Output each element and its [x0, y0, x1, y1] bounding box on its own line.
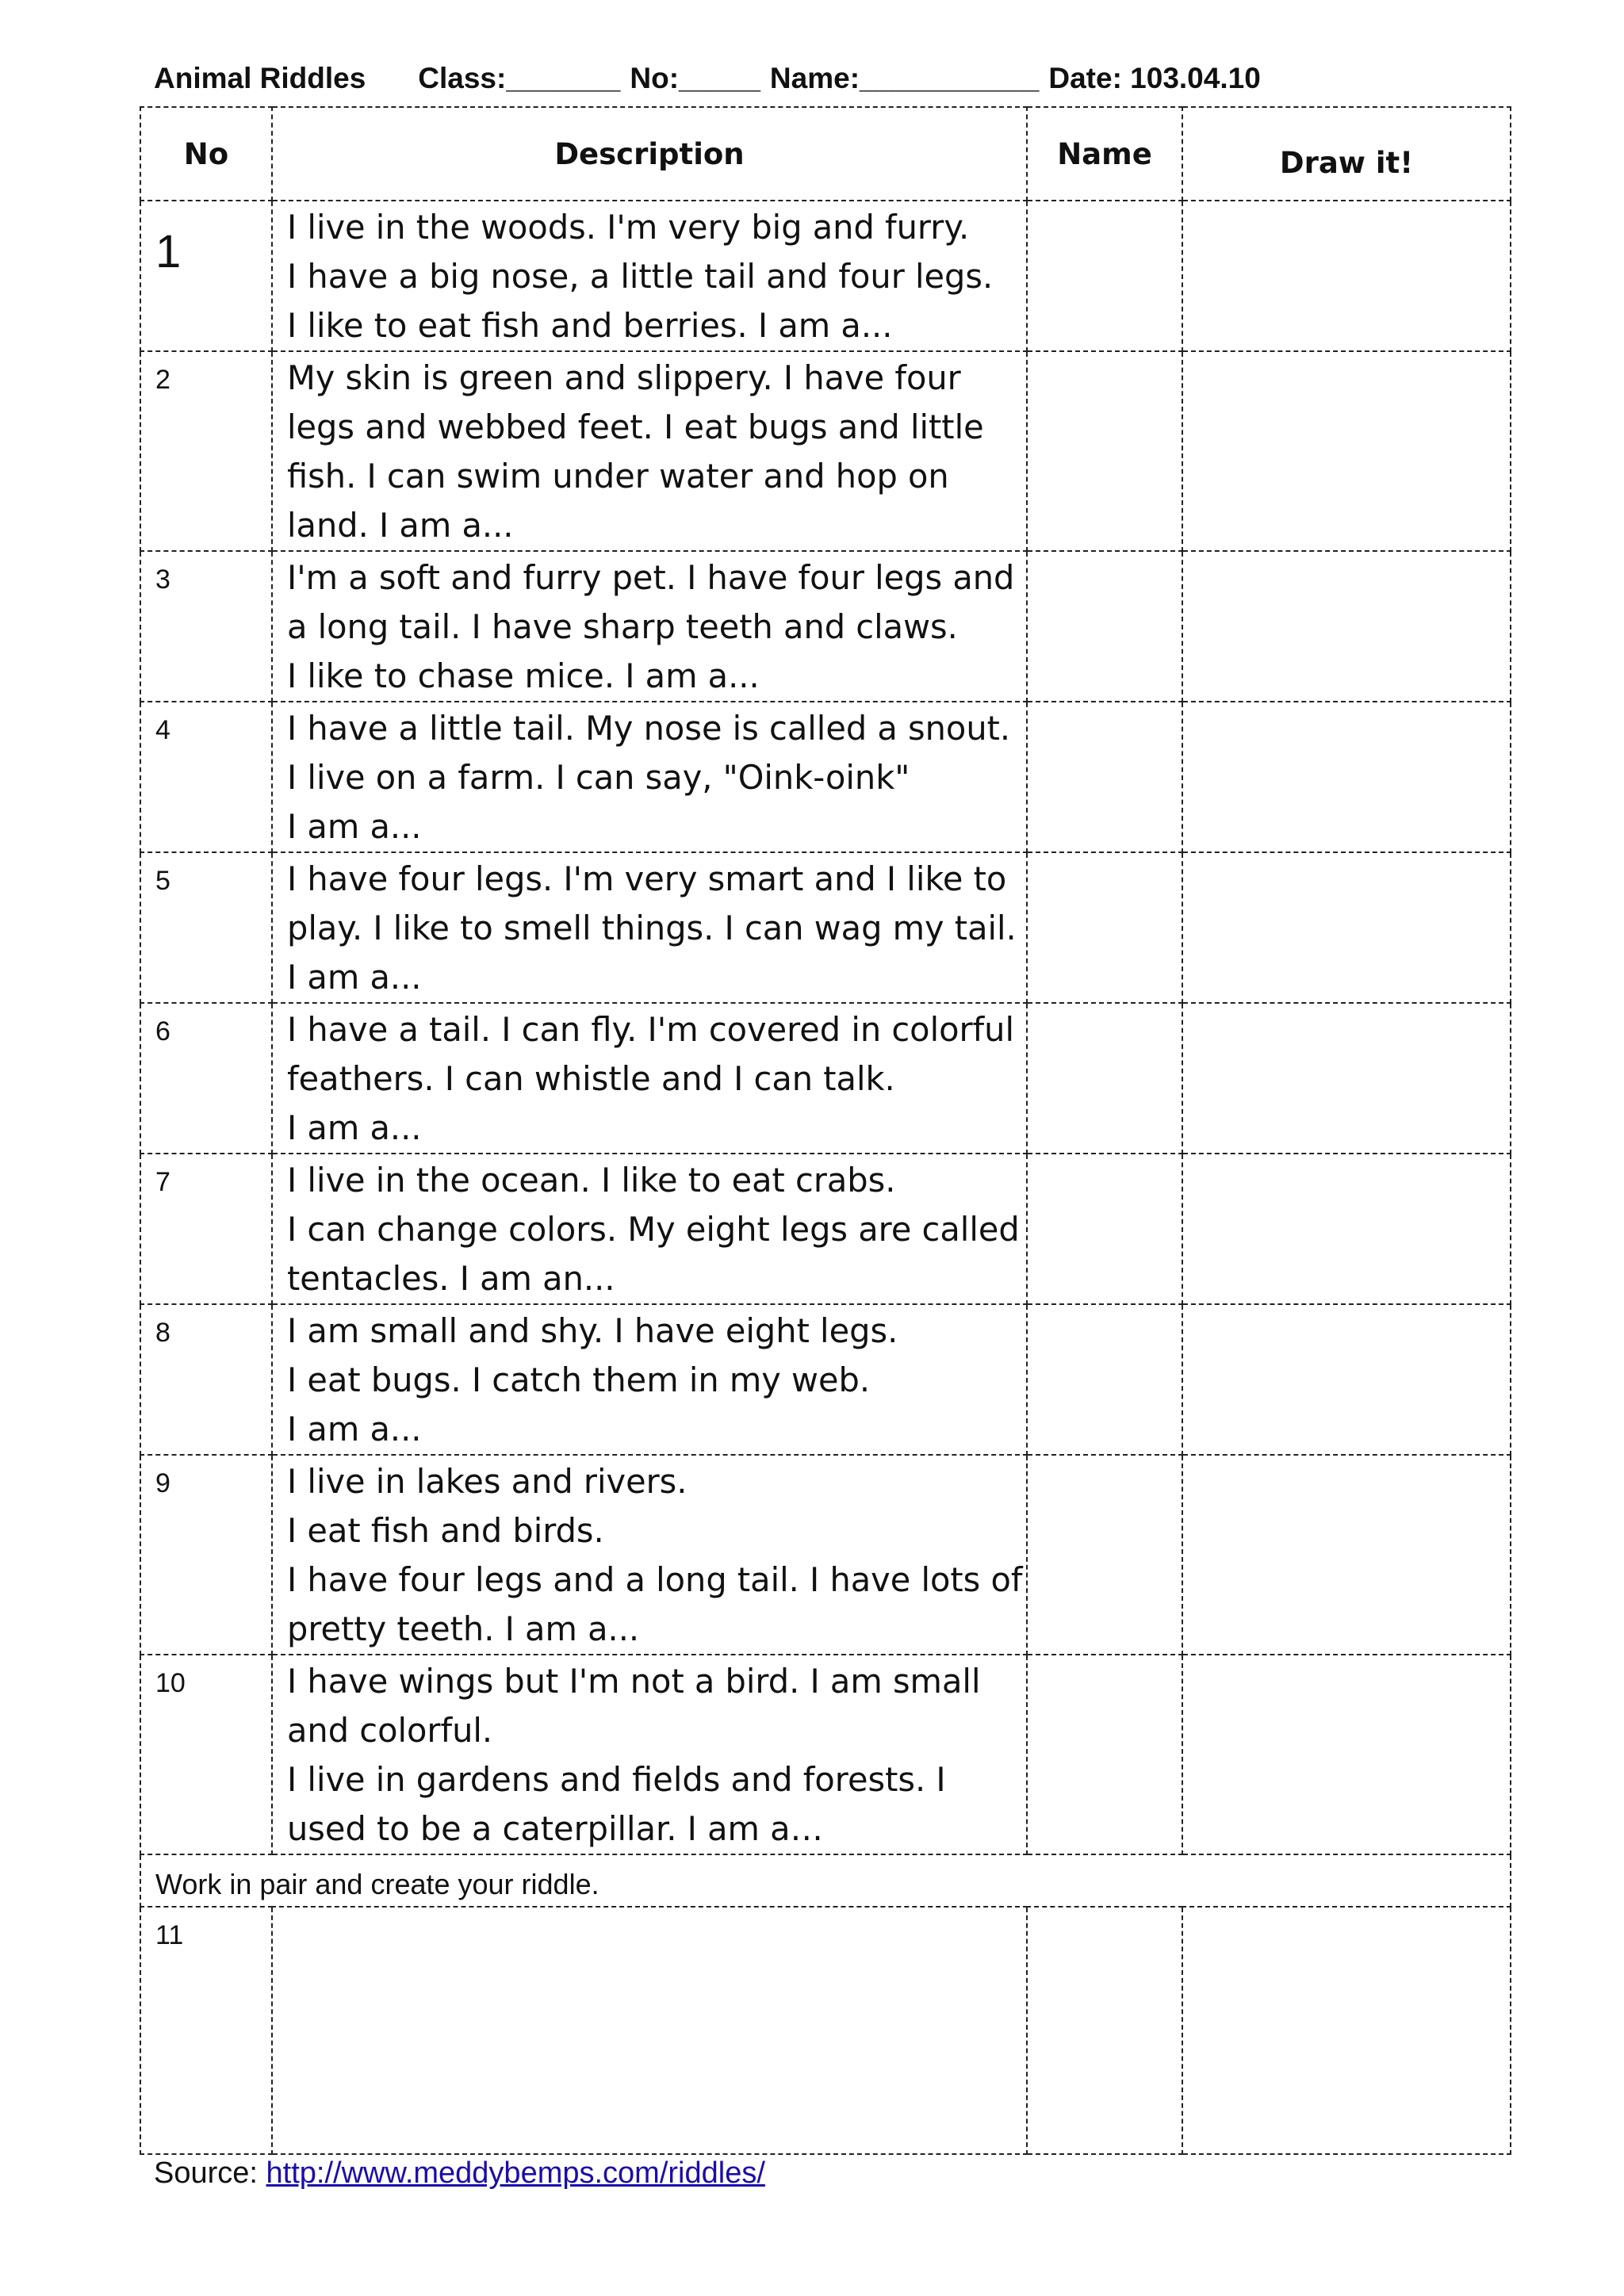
- riddle-description-line: I have a tail. I can fly. I'm covered in colorful: [287, 1010, 1014, 1049]
- riddle-row: [140, 351, 1511, 551]
- riddle-description-line: I have four legs and a long tail. I have lots of: [287, 1560, 1023, 1599]
- student-number-field: No:_____: [630, 62, 760, 94]
- answer-name-cell[interactable]: [1027, 702, 1182, 852]
- riddle-number: 2: [140, 351, 272, 551]
- riddle-row: [140, 1003, 1511, 1154]
- riddle-number: 8: [140, 1304, 272, 1455]
- riddle-number: 11: [140, 1907, 272, 2154]
- drawing-cell[interactable]: [1182, 1655, 1511, 1854]
- custom-description-cell[interactable]: [272, 1907, 1027, 2154]
- drawing-cell[interactable]: [1182, 1455, 1511, 1655]
- riddle-description-line: I am a...: [287, 958, 422, 997]
- riddle-description-line: used to be a caterpillar. I am a…: [287, 1809, 824, 1848]
- riddle-description-line: I live in gardens and fields and forests. I: [287, 1760, 946, 1799]
- riddle-description-line: I am a...: [287, 1410, 422, 1448]
- drawing-cell[interactable]: [1182, 1304, 1511, 1455]
- riddle-description-line: I like to chase mice. I am a...: [287, 656, 760, 695]
- riddle-number: 9: [140, 1455, 272, 1655]
- worksheet-title: Animal Riddles: [154, 62, 366, 94]
- riddle-description: [272, 1154, 1027, 1304]
- riddle-description: [272, 1455, 1027, 1655]
- riddle-description-line: legs and webbed feet. I eat bugs and little: [287, 408, 984, 446]
- riddle-row: [140, 1455, 1511, 1655]
- riddle-row: [140, 551, 1511, 702]
- riddle-number: 6: [140, 1003, 272, 1154]
- riddle-description-line: a long tail. I have sharp teeth and claws.: [287, 607, 958, 646]
- answer-name-cell[interactable]: [1027, 1455, 1182, 1655]
- riddle-number: 5: [140, 852, 272, 1003]
- riddle-description-line: My skin is green and slippery. I have four: [287, 358, 961, 397]
- riddle-description-line: I am a...: [287, 1108, 422, 1147]
- riddles-table: [140, 106, 1511, 2155]
- riddle-description-line: pretty teeth. I am a...: [287, 1609, 640, 1648]
- answer-name-cell[interactable]: [1027, 551, 1182, 702]
- answer-name-cell[interactable]: [1027, 351, 1182, 551]
- drawing-cell[interactable]: [1182, 1154, 1511, 1304]
- drawing-cell[interactable]: [1182, 551, 1511, 702]
- riddle-description-line: I live in lakes and rivers.: [287, 1462, 688, 1501]
- answer-name-cell[interactable]: [1027, 1304, 1182, 1455]
- answer-name-cell[interactable]: [1027, 1003, 1182, 1154]
- riddle-description-line: I can change colors. My eight legs are called: [287, 1210, 1020, 1249]
- drawing-cell[interactable]: [1182, 201, 1511, 351]
- answer-name-cell[interactable]: [1027, 1655, 1182, 1854]
- riddle-description-line: I have a little tail. My nose is called a snout.: [287, 709, 1011, 748]
- riddle-description-line: fish. I can swim under water and hop on: [287, 457, 949, 496]
- column-header-name: Name: [1027, 107, 1182, 201]
- riddle-description-line: and colorful.: [287, 1711, 493, 1750]
- drawing-cell[interactable]: [1182, 351, 1511, 551]
- riddle-description: [272, 1304, 1027, 1455]
- column-header-no: No: [140, 107, 272, 201]
- table-header-row: [140, 107, 1511, 201]
- riddle-description-line: I have a big nose, a little tail and four legs.: [287, 257, 994, 296]
- answer-name-cell[interactable]: [1027, 1154, 1182, 1304]
- worksheet-header: [154, 62, 1261, 103]
- riddle-description-line: I'm a soft and furry pet. I have four legs and: [287, 558, 1015, 597]
- date-field: Date: 103.04.10: [1048, 62, 1261, 94]
- answer-name-cell[interactable]: [1027, 201, 1182, 351]
- source-link[interactable]: http://www.meddybemps.com/riddles/: [266, 2156, 765, 2190]
- pair-instruction: Work in pair and create your riddle.: [140, 1854, 1511, 1907]
- pair-instruction-row: [140, 1854, 1511, 1907]
- riddle-number: 7: [140, 1154, 272, 1304]
- custom-riddle-row: [140, 1907, 1511, 2154]
- riddle-number: 1: [140, 201, 272, 351]
- riddle-description-line: I have four legs. I'm very smart and I like to: [287, 859, 1007, 898]
- riddle-description-line: I live in the woods. I'm very big and furry.: [287, 208, 970, 247]
- riddle-row: [140, 201, 1511, 351]
- drawing-cell[interactable]: [1182, 1003, 1511, 1154]
- riddle-description: [272, 351, 1027, 551]
- riddle-description-line: I live in the ocean. I like to eat crabs.: [287, 1161, 896, 1200]
- answer-name-cell[interactable]: [1027, 852, 1182, 1003]
- riddle-description: [272, 551, 1027, 702]
- riddle-row: [140, 852, 1511, 1003]
- riddle-description-line: I eat bugs. I catch them in my web.: [287, 1360, 871, 1399]
- riddle-row: [140, 1304, 1511, 1455]
- riddle-description: [272, 201, 1027, 351]
- riddle-description-line: tentacles. I am an...: [287, 1259, 615, 1298]
- source-footer: [154, 2156, 765, 2191]
- riddle-number: 4: [140, 702, 272, 852]
- answer-name-cell[interactable]: [1027, 1907, 1182, 2154]
- riddle-description-line: I eat fish and birds.: [287, 1511, 604, 1550]
- riddle-description: [272, 852, 1027, 1003]
- drawing-cell[interactable]: [1182, 702, 1511, 852]
- riddle-description: [272, 1003, 1027, 1154]
- riddle-description-line: I live on a farm. I can say, "Oink-oink": [287, 758, 910, 797]
- riddle-number: 10: [140, 1655, 272, 1854]
- source-label: Source:: [154, 2156, 266, 2190]
- riddle-description: [272, 1655, 1027, 1854]
- column-header-description: Description: [272, 107, 1027, 201]
- riddle-row: [140, 1655, 1511, 1854]
- riddle-description-line: I am small and shy. I have eight legs.: [287, 1311, 898, 1350]
- student-name-field: Name:___________: [769, 62, 1040, 94]
- riddle-description-line: I am a...: [287, 807, 422, 846]
- riddle-description-line: I like to eat fish and berries. I am a...: [287, 306, 893, 345]
- riddle-description-line: play. I like to smell things. I can wag my tail.: [287, 909, 1017, 947]
- riddle-description-line: I have wings but I'm not a bird. I am small: [287, 1662, 981, 1701]
- riddle-row: [140, 1154, 1511, 1304]
- riddle-description-line: land. I am a...: [287, 506, 514, 545]
- riddle-description: [272, 702, 1027, 852]
- drawing-cell[interactable]: [1182, 1907, 1511, 2154]
- riddle-number: 3: [140, 551, 272, 702]
- class-field: Class:_______: [418, 62, 621, 94]
- drawing-cell[interactable]: [1182, 852, 1511, 1003]
- riddle-description-line: feathers. I can whistle and I can talk.: [287, 1059, 895, 1098]
- column-header-draw: Draw it!: [1182, 107, 1511, 201]
- riddle-row: [140, 702, 1511, 852]
